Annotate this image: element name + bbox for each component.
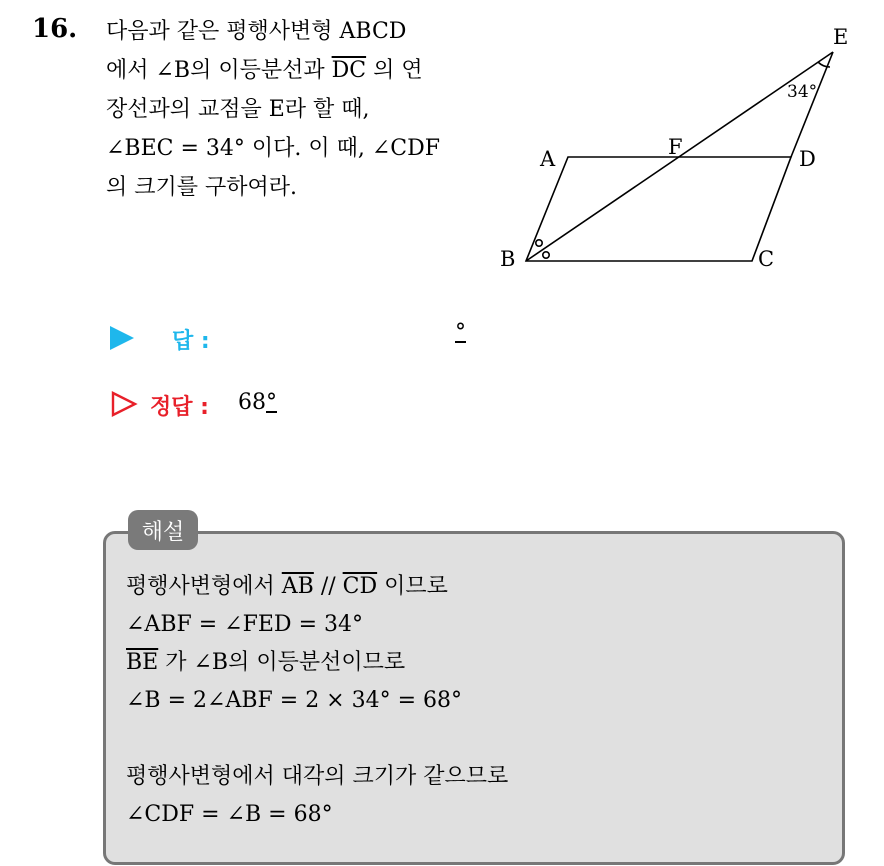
question-line-5: 의 크기를 구하여라. (106, 175, 297, 200)
question-line-3: 장선과의 교점을 E라 할 때, (106, 97, 370, 122)
question-number: 16. (32, 14, 78, 44)
explanation-text (126, 568, 826, 834)
label-f: F (668, 135, 683, 159)
segment-de (791, 52, 833, 157)
question-line-2-tail: 의 연 (366, 58, 423, 83)
explanation-line-1-post: 이므로 (377, 574, 448, 599)
explanation-line-3 (126, 644, 826, 682)
segment-dc: $\overline{DC}$ (331, 58, 367, 83)
correct-value-wrap (238, 390, 277, 415)
parallel-symbol: // (313, 574, 343, 599)
angle-mark-upper (536, 240, 542, 246)
segment-be-text: $\overline{BE}$ (126, 650, 159, 675)
explanation-line-4: ∠B = 2∠ABF = 2 × 34° = 68° (126, 688, 463, 713)
angle-label-34: 34° (787, 82, 818, 102)
label-b: B (500, 247, 516, 271)
label-c: C (758, 247, 775, 271)
correct-answer-row (110, 388, 410, 428)
answer-label: 답 : (172, 329, 210, 354)
explanation-line-3-post: 가 ∠B의 이등분선이므로 (158, 650, 406, 675)
question-line-4: ∠BEC = 34° 이다. 이 때, ∠CDF (106, 136, 441, 161)
angle-mark-lower (543, 252, 549, 258)
segment-cd: $\overline{CD}$ (342, 574, 378, 599)
question-line-1: 다음과 같은 평행사변형 ABCD (106, 19, 407, 44)
label-d: D (799, 147, 816, 171)
explanation-line-1 (126, 568, 826, 606)
explanation-line-1-pre: 평행사변형에서 (126, 574, 282, 599)
label-e: E (833, 25, 849, 49)
parallelogram-figure (490, 18, 870, 280)
question-text (106, 12, 476, 207)
question-line-2 (106, 51, 476, 90)
play-filled-icon (110, 326, 134, 350)
correct-label: 정답 : (150, 395, 209, 420)
label-a: A (540, 147, 556, 171)
explanation-line-6: ∠CDF = ∠B = 68° (126, 802, 333, 827)
explanation-line-5: 평행사변형에서 대각의 크기가 같으므로 (126, 764, 509, 789)
answer-row (110, 322, 490, 362)
answer-unit: ° (455, 320, 466, 345)
explanation-line-2: ∠ABF = ∠FED = 34° (126, 612, 363, 637)
explanation-tag: 해설 (128, 510, 198, 550)
correct-unit: ° (266, 390, 277, 415)
correct-value: 68 (238, 390, 266, 415)
segment-ab: $\overline{AB}$ (281, 574, 314, 599)
parallelogram-abcd (526, 157, 791, 261)
explanation-blank-line (126, 720, 826, 758)
play-outline-icon (110, 390, 140, 420)
question-line-2-text: 에서 ∠B의 이등분선과 (106, 58, 332, 83)
